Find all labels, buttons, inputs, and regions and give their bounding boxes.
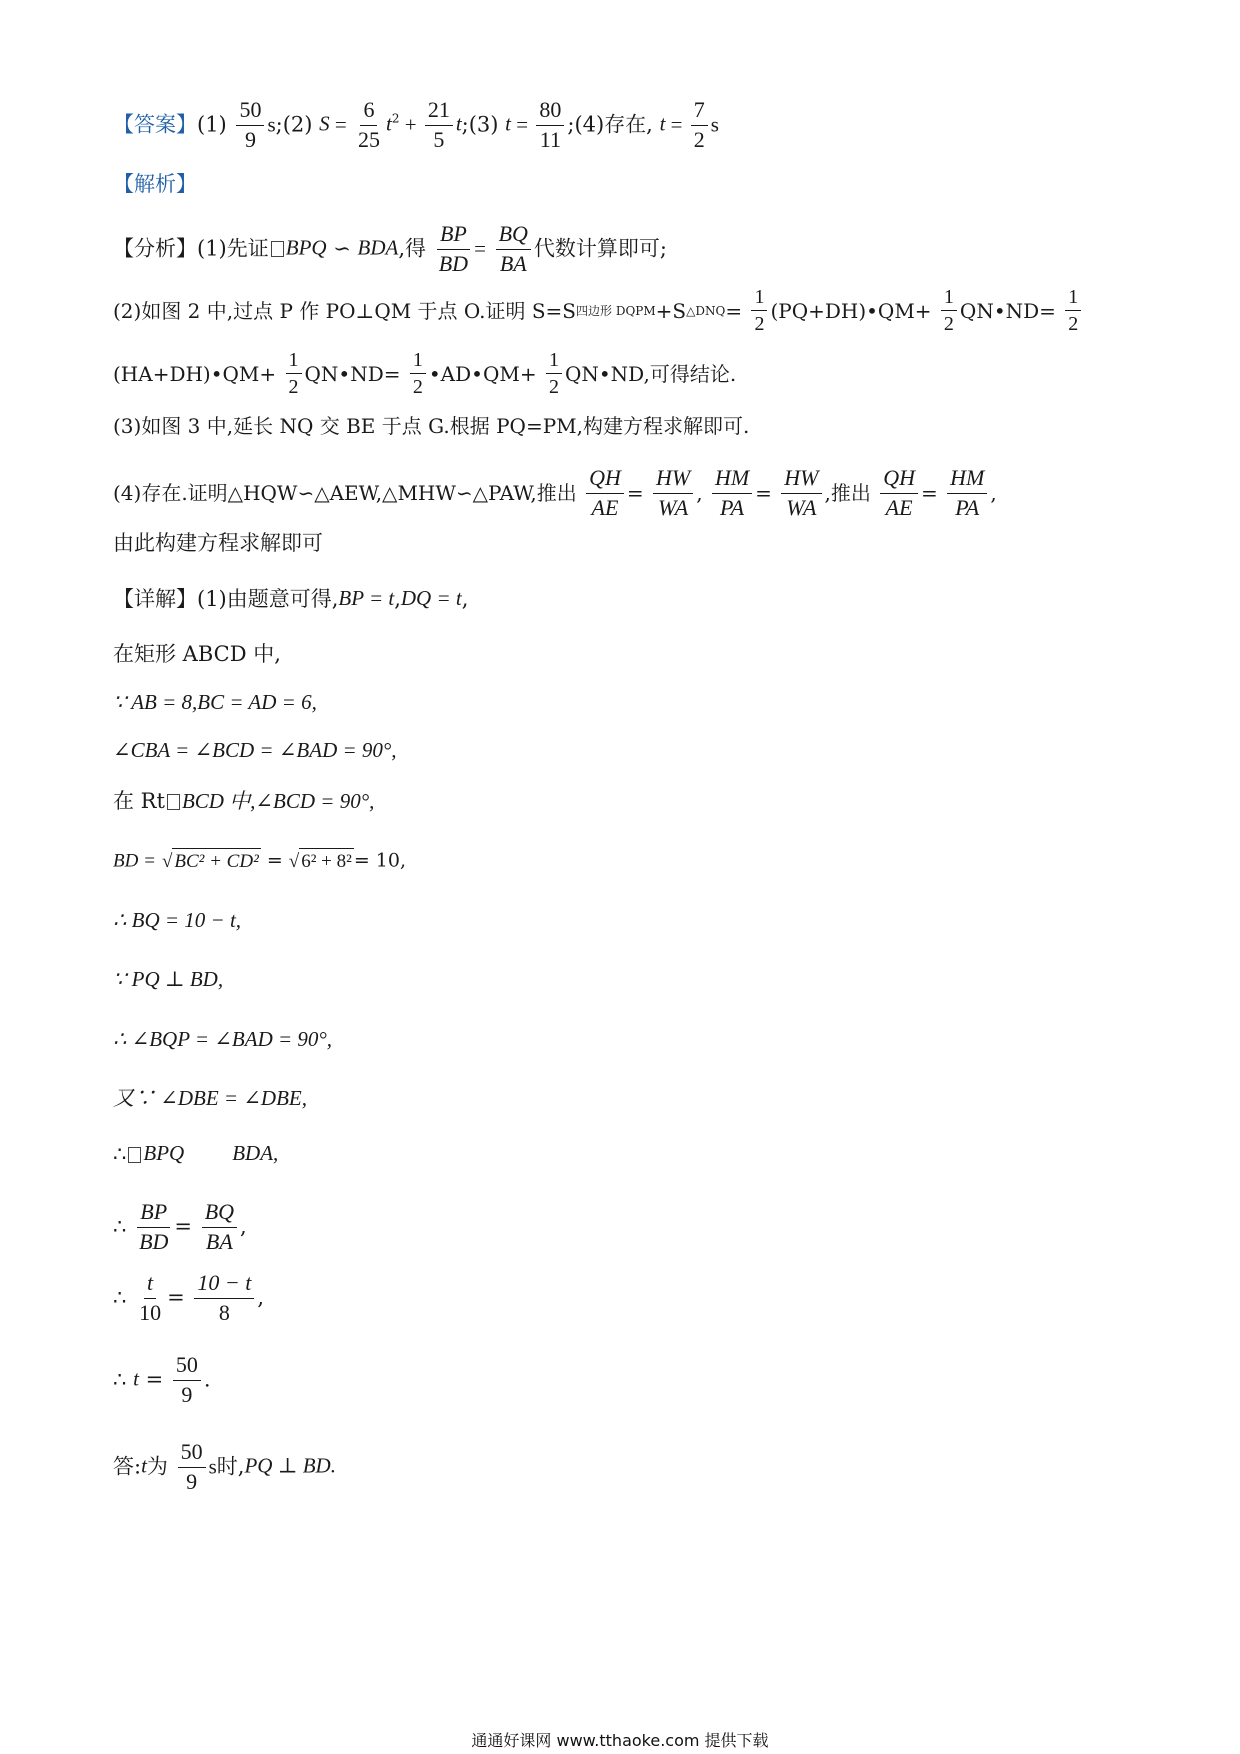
detail-line-11: ∴ BPQ BDA,	[113, 1141, 279, 1166]
fraction: $\frac{QH}{AE}$	[880, 466, 918, 520]
fraction: $\frac{t}{10}$	[139, 1270, 162, 1325]
answer-fraction: $\frac{80}{11}$	[536, 98, 564, 152]
detail-line-12: ∴ $\frac{BP}{BD}$ = $\frac{BQ}{BA}$ ,	[113, 1199, 247, 1254]
half-fraction: $\frac{1}{2}$	[941, 286, 957, 336]
jiexi-label: 【解析】	[113, 172, 197, 196]
fraction: $\frac{10 - t}{8}$	[194, 1271, 254, 1325]
half-fraction: $\frac{1}{2}$	[546, 349, 562, 399]
sqrt-expression: √ 6² + 8²	[289, 852, 354, 871]
fraction: $\frac{50}{9}$	[178, 1440, 206, 1494]
fraction: $\frac{HW}{WA}$	[653, 466, 693, 520]
triangle-symbol-box	[167, 794, 180, 810]
detail-line-7: ∴ BQ = 10 − t,	[113, 908, 242, 932]
half-fraction: $\frac{1}{2}$	[1065, 286, 1081, 336]
sqrt-expression: √ BC² + CD²	[162, 852, 261, 871]
detail-line-9: ∴ ∠BQP = ∠BAD = 90°,	[113, 1027, 333, 1051]
answer-fraction: $\frac{50}{9}$	[236, 98, 264, 152]
half-fraction: $\frac{1}{2}$	[286, 349, 302, 399]
half-fraction: $\frac{1}{2}$	[751, 286, 767, 336]
analysis-line-2: (2)如图 2 中,过点 P 作 PO⊥QM 于点 O.证明 S=S四边形 DQPM+S△DNQ= $\frac{1}{2}$ (PQ+DH)•QM+ $\frac{1}{2}$ QN•ND= $\frac{1}{2}$	[113, 286, 1084, 336]
half-fraction: $\frac{1}{2}$	[410, 349, 426, 399]
fraction: $\frac{BQ}{BA}$	[496, 222, 531, 276]
detail-line-15: 答:t为 $\frac{50}{9}$ s时,PQ ⊥ BD.	[113, 1439, 336, 1494]
answer-fraction: $\frac{21}{5}$	[425, 98, 453, 152]
detail-line-6: BD = √ BC² + CD² = √ 6² + 8² = 10,	[113, 849, 407, 872]
answer-label: 【答案】	[113, 112, 197, 137]
detail-label: 【详解】	[113, 587, 197, 611]
answer-line: 【答案】(1) $\frac{50}{9}$ s;(2) S = $\frac{6}{25}$ $t^2$ + $\frac{21}{5}$ t;(3) t = $\frac{80}{11}$ ;(4)存在, t = $\frac{7}{2}$ s	[113, 97, 719, 152]
answer-fraction: $\frac{7}{2}$	[691, 98, 708, 152]
analysis-line-4: (3)如图 3 中,延长 NQ 交 BE 于点 G.根据 PQ=PM,构建方程求解即可.	[113, 414, 750, 438]
analysis-line-6: 由此构建方程求解即可	[113, 531, 323, 555]
detail-line-8: ∵ PQ ⊥ BD,	[113, 967, 224, 991]
detail-line-1: 【详解】(1)由题意可得,BP = t,DQ = t,	[113, 586, 469, 611]
analysis-label: 【分析】	[113, 236, 197, 261]
fraction: $\frac{HW}{WA}$	[781, 466, 821, 520]
answer-part4-num: (4)	[574, 112, 605, 137]
answer-part2-num: (2)	[282, 112, 313, 137]
fraction: $\frac{BP}{BD}$	[139, 1199, 169, 1254]
triangle-symbol-box	[128, 1147, 141, 1163]
detail-line-3: ∵ AB = 8,BC = AD = 6,	[113, 690, 317, 714]
detail-line-2: 在矩形 ABCD 中,	[113, 642, 281, 666]
analysis-line-5: (4)存在.证明△HQW∽△AEW,△MHW∽△PAW,推出 $\frac{QH}{AE}$ = $\frac{HW}{WA}$ , $\frac{HM}{PA}$ = $\frac{HW}{WA}$ ,推出 $\frac{QH}{AE}$ = $\frac{HM}{PA}$ ,	[113, 465, 997, 520]
footer-credit: 通通好课网 www.tthaoke.com 提供下载	[471, 1731, 769, 1750]
detail-line-5: 在 Rt BCD 中,∠BCD = 90°,	[113, 789, 375, 813]
fraction: $\frac{HM}{PA}$	[712, 466, 752, 520]
fraction: $\frac{50}{9}$	[173, 1353, 201, 1407]
fraction: $\frac{BQ}{BA}$	[202, 1200, 237, 1254]
answer-part3-num: (3)	[468, 112, 499, 137]
triangle-symbol-box	[271, 241, 284, 257]
fraction: $\frac{BP}{BD}$	[438, 221, 469, 276]
detail-line-4: ∠CBA = ∠BCD = ∠BAD = 90°,	[113, 738, 397, 762]
detail-line-10: 又∵ ∠DBE = ∠DBE,	[113, 1086, 308, 1110]
answer-part1-num: (1)	[197, 112, 227, 137]
analysis-line-1: 【分析】(1)先证 BPQ ∽ BDA,得 $\frac{BP}{BD}$ = $\frac{BQ}{BA}$ 代数计算即可;	[113, 221, 667, 276]
detail-line-13: ∴ $\frac{t}{10}$ = $\frac{10 - t}{8}$ ,	[113, 1270, 265, 1325]
answer-fraction: $\frac{6}{25}$	[357, 97, 380, 152]
fraction: $\frac{HM}{PA}$	[947, 466, 987, 520]
detail-line-14: ∴ t = $\frac{50}{9}$ .	[113, 1352, 211, 1407]
analysis-line-3: (HA+DH)•QM+ $\frac{1}{2}$ QN•ND= $\frac{1}{2}$ •AD•QM+ $\frac{1}{2}$ QN•ND,可得结论.	[113, 349, 737, 399]
fraction: $\frac{QH}{AE}$	[586, 466, 624, 520]
